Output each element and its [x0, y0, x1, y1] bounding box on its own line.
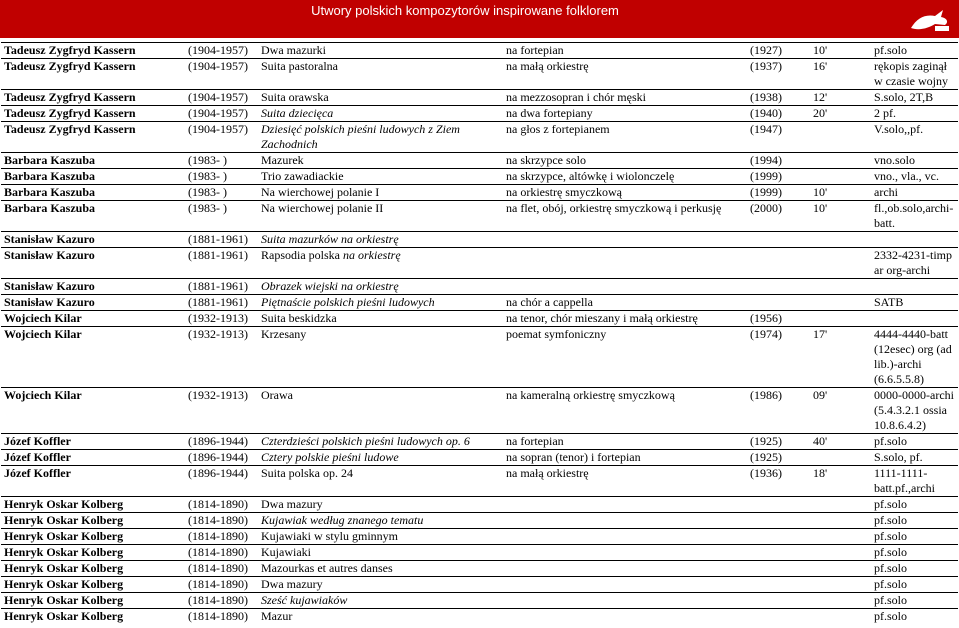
year-cell: (1999) — [747, 169, 810, 185]
title-text: Mazourkas et autres danses — [261, 561, 393, 575]
title-text: Dwa mazurki — [261, 43, 326, 57]
title-cell — [258, 185, 503, 201]
composer-cell: Henryk Oskar Kolberg — [1, 497, 185, 513]
years-cell: (1814-1890) — [185, 609, 258, 625]
year-cell — [747, 232, 810, 248]
composer-cell: Tadeusz Zygfryd Kassern — [1, 122, 185, 153]
duration-cell — [810, 153, 871, 169]
title-cell — [258, 593, 503, 609]
table-row — [1, 513, 958, 529]
table-row — [1, 466, 958, 497]
title-text: Rapsodia polska — [261, 248, 340, 262]
title-cell — [258, 577, 503, 593]
years-cell: (1881-1961) — [185, 248, 258, 279]
duration-cell — [810, 311, 871, 327]
year-cell: (1994) — [747, 153, 810, 169]
title-suffix: na orkiestrę — [343, 248, 401, 262]
duration-cell — [810, 529, 871, 545]
duration-cell — [810, 450, 871, 466]
notes-cell — [871, 311, 958, 327]
title-cell — [258, 513, 503, 529]
title-text: Obrazek wiejski na orkiestrę — [261, 279, 399, 293]
notes-cell: pf.solo — [871, 513, 958, 529]
composer-cell: Wojciech Kilar — [1, 311, 185, 327]
notes-cell: 1111-1111-batt.pf.,archi — [871, 466, 958, 497]
years-cell: (1896-1944) — [185, 434, 258, 450]
instrumentation-cell: na małą orkiestrę — [503, 466, 747, 497]
instrumentation-cell: na kameralną orkiestrę smyczkową — [503, 388, 747, 434]
page-title: Utwory polskich kompozytorów inspirowane folklorem — [311, 3, 619, 18]
year-cell — [747, 529, 810, 545]
title-text: Mazurek — [261, 153, 304, 167]
title-cell — [258, 434, 503, 450]
years-cell: (1983- ) — [185, 185, 258, 201]
table-row — [1, 43, 958, 59]
years-cell: (1904-1957) — [185, 106, 258, 122]
table-row — [1, 185, 958, 201]
duration-cell — [810, 593, 871, 609]
title-text: Kujawiak według znanego tematu — [261, 513, 424, 527]
year-cell: (1999) — [747, 185, 810, 201]
notes-cell: pf.solo — [871, 609, 958, 625]
title-text: Dziesięć polskich pieśni ludowych z Ziem — [261, 122, 460, 136]
duration-cell: 20' — [810, 106, 871, 122]
table-row — [1, 122, 958, 153]
year-cell: (1940) — [747, 106, 810, 122]
instrumentation-cell: poemat symfoniczny — [503, 327, 747, 388]
year-cell: (1936) — [747, 466, 810, 497]
composer-cell: Tadeusz Zygfryd Kassern — [1, 90, 185, 106]
year-cell: (1974) — [747, 327, 810, 388]
title-text: Krzesany — [261, 327, 307, 341]
duration-cell — [810, 561, 871, 577]
title-cell — [258, 466, 503, 497]
title-text: Mazur — [261, 609, 293, 623]
title-text: Dwa mazury — [261, 577, 323, 591]
notes-cell: pf.solo — [871, 577, 958, 593]
duration-cell — [810, 279, 871, 295]
table-row — [1, 545, 958, 561]
title-text: Na wierchowej polanie II — [261, 201, 384, 215]
notes-cell: vno.solo — [871, 153, 958, 169]
table-row — [1, 295, 958, 311]
duration-cell — [810, 169, 871, 185]
composer-cell: Stanisław Kazuro — [1, 232, 185, 248]
instrumentation-cell: na flet, obój, orkiestrę smyczkową i perkusję — [503, 201, 747, 232]
page-header — [0, 0, 959, 38]
title-cell — [258, 43, 503, 59]
table-row — [1, 609, 958, 625]
table-row — [1, 232, 958, 248]
instrumentation-cell — [503, 545, 747, 561]
years-cell: (1904-1957) — [185, 43, 258, 59]
table-row — [1, 497, 958, 513]
year-cell — [747, 279, 810, 295]
composer-cell: Tadeusz Zygfryd Kassern — [1, 43, 185, 59]
instrumentation-cell: na chór a cappella — [503, 295, 747, 311]
years-cell: (1814-1890) — [185, 513, 258, 529]
title-continuation: Zachodnich — [261, 137, 318, 151]
instrumentation-cell — [503, 497, 747, 513]
composer-cell: Henryk Oskar Kolberg — [1, 561, 185, 577]
duration-cell — [810, 609, 871, 625]
instrumentation-cell — [503, 577, 747, 593]
duration-cell: 09' — [810, 388, 871, 434]
instrumentation-cell: na skrzypce, altówkę i wiolonczelę — [503, 169, 747, 185]
composer-cell: Józef Koffler — [1, 434, 185, 450]
duration-cell: 10' — [810, 201, 871, 232]
table-row — [1, 248, 958, 279]
instrumentation-cell: na fortepian — [503, 43, 747, 59]
composer-cell: Tadeusz Zygfryd Kassern — [1, 106, 185, 122]
title-cell — [258, 279, 503, 295]
title-text: Sześć kujawiaków — [261, 593, 348, 607]
duration-cell — [810, 497, 871, 513]
duration-cell: 17' — [810, 327, 871, 388]
duration-cell: 10' — [810, 185, 871, 201]
table-row — [1, 90, 958, 106]
years-cell: (1814-1890) — [185, 545, 258, 561]
title-text: Cztery polskie pieśni ludowe — [261, 450, 399, 464]
title-text: Kujawiaki — [261, 545, 311, 559]
years-cell: (1983- ) — [185, 169, 258, 185]
title-text: Suita mazurków na orkiestrę — [261, 232, 399, 246]
title-text: Suita polska op. 24 — [261, 466, 353, 480]
instrumentation-cell: na sopran (tenor) i fortepian — [503, 450, 747, 466]
title-cell — [258, 327, 503, 388]
years-cell: (1896-1944) — [185, 466, 258, 497]
title-cell — [258, 561, 503, 577]
bird-logo-icon — [905, 4, 953, 34]
notes-cell: pf.solo — [871, 593, 958, 609]
title-text: Dwa mazury — [261, 497, 323, 511]
year-cell: (1927) — [747, 43, 810, 59]
years-cell: (1983- ) — [185, 201, 258, 232]
title-text: Kujawiaki w stylu gminnym — [261, 529, 398, 543]
instrumentation-cell: na małą orkiestrę — [503, 59, 747, 90]
notes-cell: 2332-4231-timp ar org-archi — [871, 248, 958, 279]
title-cell — [258, 545, 503, 561]
instrumentation-cell: na głos z fortepianem — [503, 122, 747, 153]
instrumentation-cell — [503, 248, 747, 279]
years-cell: (1904-1957) — [185, 59, 258, 90]
year-cell — [747, 497, 810, 513]
notes-cell: S.solo, 2T,B — [871, 90, 958, 106]
table-row — [1, 561, 958, 577]
year-cell — [747, 248, 810, 279]
duration-cell — [810, 577, 871, 593]
composer-cell: Wojciech Kilar — [1, 327, 185, 388]
year-cell — [747, 545, 810, 561]
composer-cell: Tadeusz Zygfryd Kassern — [1, 59, 185, 90]
compositions-table — [1, 42, 958, 624]
title-cell — [258, 529, 503, 545]
table-row — [1, 388, 958, 434]
table-row — [1, 577, 958, 593]
years-cell: (1881-1961) — [185, 295, 258, 311]
year-cell — [747, 577, 810, 593]
year-cell: (1947) — [747, 122, 810, 153]
title-cell — [258, 59, 503, 90]
year-cell: (2000) — [747, 201, 810, 232]
composer-cell: Henryk Oskar Kolberg — [1, 577, 185, 593]
composer-cell: Barbara Kaszuba — [1, 185, 185, 201]
title-cell — [258, 106, 503, 122]
title-cell — [258, 450, 503, 466]
duration-cell — [810, 513, 871, 529]
notes-cell: S.solo, pf. — [871, 450, 958, 466]
years-cell: (1932-1913) — [185, 388, 258, 434]
year-cell: (1925) — [747, 434, 810, 450]
years-cell: (1814-1890) — [185, 497, 258, 513]
years-cell: (1896-1944) — [185, 450, 258, 466]
composer-cell: Henryk Oskar Kolberg — [1, 545, 185, 561]
year-cell: (1956) — [747, 311, 810, 327]
year-cell — [747, 295, 810, 311]
notes-cell: 0000-0000-archi (5.4.3.2.1 ossia 10.8.6.4.2) — [871, 388, 958, 434]
instrumentation-cell: na fortepian — [503, 434, 747, 450]
instrumentation-cell — [503, 529, 747, 545]
table-row — [1, 59, 958, 90]
table-row — [1, 169, 958, 185]
table-row — [1, 450, 958, 466]
year-cell: (1937) — [747, 59, 810, 90]
title-text: Orawa — [261, 388, 293, 402]
notes-cell: vno., vla., vc. — [871, 169, 958, 185]
table-row — [1, 153, 958, 169]
title-text: Suita dziecięca — [261, 106, 334, 120]
composer-cell: Henryk Oskar Kolberg — [1, 593, 185, 609]
instrumentation-cell — [503, 232, 747, 248]
composer-cell: Józef Koffler — [1, 466, 185, 497]
notes-cell — [871, 279, 958, 295]
composer-cell: Henryk Oskar Kolberg — [1, 529, 185, 545]
year-cell: (1938) — [747, 90, 810, 106]
years-cell: (1814-1890) — [185, 561, 258, 577]
title-cell — [258, 609, 503, 625]
title-cell — [258, 169, 503, 185]
duration-cell — [810, 248, 871, 279]
notes-cell: pf.solo — [871, 43, 958, 59]
year-cell: (1986) — [747, 388, 810, 434]
title-cell — [258, 153, 503, 169]
title-cell — [258, 497, 503, 513]
notes-cell: 4444-4440-batt (12esec) org (ad lib.)-archi (6.6.5.5.8) — [871, 327, 958, 388]
years-cell: (1904-1957) — [185, 122, 258, 153]
duration-cell — [810, 295, 871, 311]
notes-cell: fl.,ob.solo,archi-batt. — [871, 201, 958, 232]
notes-cell: 2 pf. — [871, 106, 958, 122]
table-row — [1, 593, 958, 609]
duration-cell: 16' — [810, 59, 871, 90]
title-text: Suita pastoralna — [261, 59, 338, 73]
year-cell — [747, 513, 810, 529]
instrumentation-cell: na orkiestrę smyczkową — [503, 185, 747, 201]
composer-cell: Henryk Oskar Kolberg — [1, 513, 185, 529]
composer-cell: Józef Koffler — [1, 450, 185, 466]
title-text: Piętnaście polskich pieśni ludowych — [261, 295, 435, 309]
notes-cell: rękopis zaginął w czasie wojny — [871, 59, 958, 90]
composer-cell: Barbara Kaszuba — [1, 153, 185, 169]
duration-cell: 12' — [810, 90, 871, 106]
years-cell: (1932-1913) — [185, 311, 258, 327]
title-cell — [258, 90, 503, 106]
table-row — [1, 434, 958, 450]
table-row — [1, 311, 958, 327]
composer-cell: Barbara Kaszuba — [1, 169, 185, 185]
years-cell: (1904-1957) — [185, 90, 258, 106]
instrumentation-cell: na mezzosopran i chór męski — [503, 90, 747, 106]
years-cell: (1814-1890) — [185, 577, 258, 593]
table-row — [1, 201, 958, 232]
duration-cell: 40' — [810, 434, 871, 450]
instrumentation-cell — [503, 609, 747, 625]
notes-cell: V.solo,,pf. — [871, 122, 958, 153]
notes-cell: archi — [871, 185, 958, 201]
table-row — [1, 529, 958, 545]
duration-cell — [810, 232, 871, 248]
title-text: Suita beskidzka — [261, 311, 337, 325]
duration-cell — [810, 122, 871, 153]
year-cell: (1925) — [747, 450, 810, 466]
years-cell: (1814-1890) — [185, 529, 258, 545]
title-cell — [258, 295, 503, 311]
title-cell — [258, 122, 503, 153]
composer-cell: Stanisław Kazuro — [1, 279, 185, 295]
title-cell — [258, 388, 503, 434]
table-row — [1, 327, 958, 388]
years-cell: (1932-1913) — [185, 327, 258, 388]
instrumentation-cell: na tenor, chór mieszany i małą orkiestrę — [503, 311, 747, 327]
instrumentation-cell: na skrzypce solo — [503, 153, 747, 169]
notes-cell: pf.solo — [871, 561, 958, 577]
title-text: Czterdzieści polskich pieśni ludowych op. 6 — [261, 434, 470, 448]
composer-cell: Wojciech Kilar — [1, 388, 185, 434]
composer-cell: Stanisław Kazuro — [1, 248, 185, 279]
duration-cell — [810, 545, 871, 561]
title-text: Suita orawska — [261, 90, 329, 104]
notes-cell: pf.solo — [871, 497, 958, 513]
years-cell: (1881-1961) — [185, 232, 258, 248]
composer-cell: Henryk Oskar Kolberg — [1, 609, 185, 625]
years-cell: (1814-1890) — [185, 593, 258, 609]
year-cell — [747, 609, 810, 625]
title-cell — [258, 248, 503, 279]
years-cell: (1983- ) — [185, 153, 258, 169]
year-cell — [747, 561, 810, 577]
instrumentation-cell: na dwa fortepiany — [503, 106, 747, 122]
instrumentation-cell — [503, 593, 747, 609]
composer-cell: Barbara Kaszuba — [1, 201, 185, 232]
instrumentation-cell — [503, 279, 747, 295]
notes-cell: pf.solo — [871, 529, 958, 545]
notes-cell: SATB — [871, 295, 958, 311]
table-row — [1, 106, 958, 122]
duration-cell: 18' — [810, 466, 871, 497]
duration-cell: 10' — [810, 43, 871, 59]
title-text: Trio zawadiackie — [261, 169, 344, 183]
composer-cell: Stanisław Kazuro — [1, 295, 185, 311]
title-text: Na wierchowej polanie I — [261, 185, 380, 199]
instrumentation-cell — [503, 561, 747, 577]
years-cell: (1881-1961) — [185, 279, 258, 295]
title-cell — [258, 232, 503, 248]
instrumentation-cell — [503, 513, 747, 529]
notes-cell: pf.solo — [871, 434, 958, 450]
table-row — [1, 279, 958, 295]
title-cell — [258, 311, 503, 327]
year-cell — [747, 593, 810, 609]
notes-cell: pf.solo — [871, 545, 958, 561]
notes-cell — [871, 232, 958, 248]
title-cell — [258, 201, 503, 232]
